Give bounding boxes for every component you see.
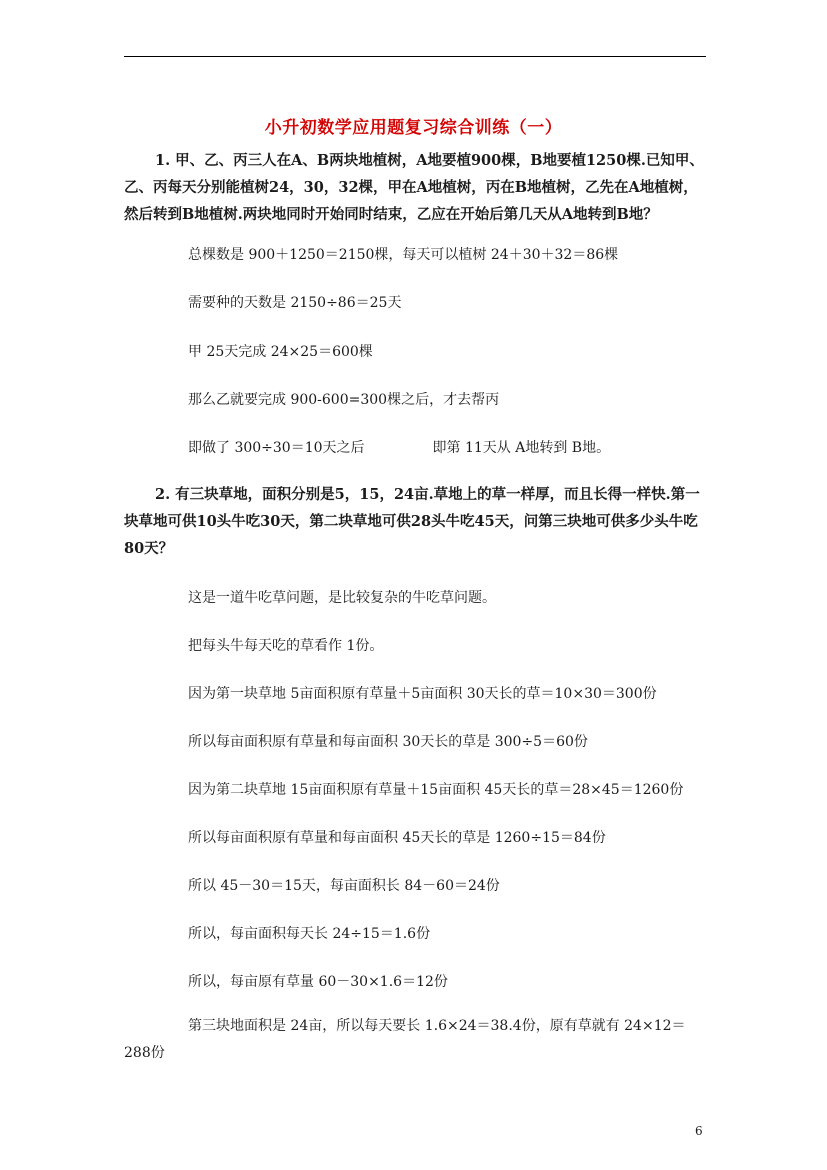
problem-2-step-8: 所以，每亩面积每天长 24÷15＝1.6份 (188, 926, 431, 942)
problem-1-question (124, 147, 708, 228)
problem-1-answer-part-1: 即做了 300÷30＝10天之后 (188, 440, 365, 456)
problem-2-step-4: 所以每亩面积原有草量和每亩面积 30天长的草是 300÷5＝60份 (188, 734, 588, 750)
problem-1-answer (188, 437, 610, 457)
problem-2-step-3: 因为第一块草地 5亩面积原有草量＋5亩面积 30天长的草＝10×30＝300份 (188, 686, 657, 702)
problem-1-step-4: 那么乙就要完成 900-600=300棵之后，才去帮丙 (188, 392, 500, 408)
header-rule (124, 56, 706, 57)
problem-1-step-3: 甲 25天完成 24×25＝600棵 (188, 344, 373, 360)
problem-2-step-1: 这是一道牛吃草问题，是比较复杂的牛吃草问题。 (188, 590, 496, 606)
problem-2-step-7: 所以 45－30＝15天，每亩面积长 84－60＝24份 (188, 878, 500, 894)
page-number: 6 (695, 1124, 703, 1138)
problem-2-step-2: 把每头牛每天吃的草看作 1份。 (188, 638, 384, 654)
problem-2-step-10: 第三块地面积是 24亩，所以每天要长 1.6×24＝38.4份，原有草就有 24×12＝288份 (124, 1018, 686, 1061)
problem-1-question-text: 1. 甲、乙、丙三人在A、B两块地植树，A地要植900棵，B地要植1250棵.已知甲、乙、丙每天分别能植树24，30，32棵，甲在A地植树，丙在B地植树，乙先在A地植树，然后转到B地植树.两块地同时开始同时结束，乙应在开始后第几天从A地转到B地？ (124, 152, 704, 223)
problem-1-step-2: 需要种的天数是 2150÷86＝25天 (188, 295, 402, 311)
problem-2-question (124, 481, 708, 562)
problem-2-step-5: 因为第二块草地 15亩面积原有草量＋15亩面积 45天长的草＝28×45＝1260份 (188, 782, 684, 798)
problem-1-answer-part-2: 即第 11天从 A地转到 B地。 (432, 440, 611, 456)
problem-2-step-6: 所以每亩面积原有草量和每亩面积 45天长的草是 1260÷15＝84份 (188, 830, 606, 846)
problem-1-step-1: 总棵数是 900＋1250＝2150棵，每天可以植树 24＋30＋32＝86棵 (188, 247, 619, 263)
problem-2-step-9: 所以，每亩原有草量 60－30×1.6＝12份 (188, 974, 448, 990)
document-title: 小升初数学应用题复习综合训练（一） (264, 118, 563, 138)
problem-2-question-text: 2. 有三块草地，面积分别是5，15，24亩.草地上的草一样厚，而且长得一样快.第一块草地可供10头牛吃30天，第二块草地可供28头牛吃45天，问第三块地可供多少头牛吃80天？ (124, 486, 700, 557)
